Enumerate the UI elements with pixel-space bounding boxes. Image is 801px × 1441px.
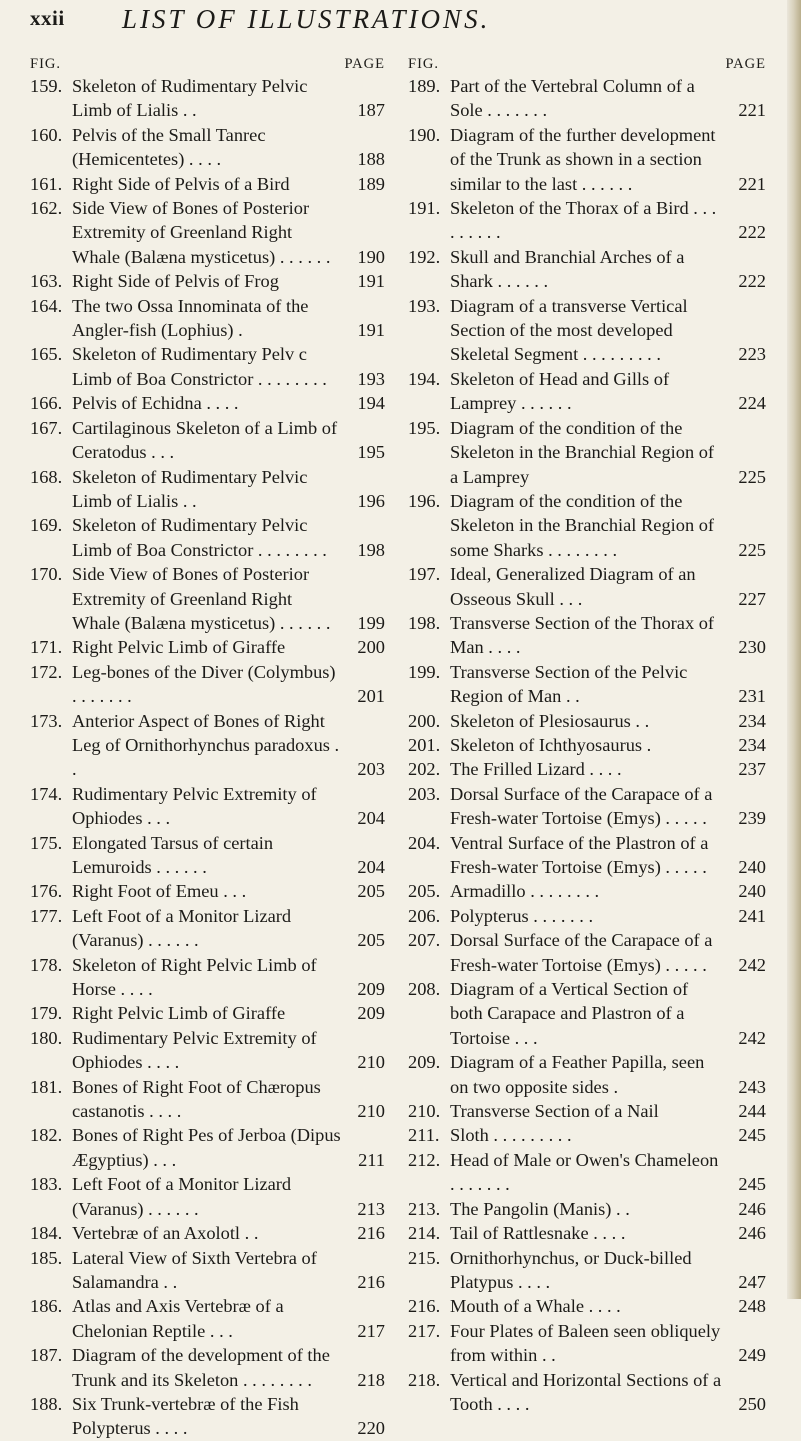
- page-reference: 216: [357, 1223, 385, 1244]
- figure-caption: Part of the Vertebral Column of a Sole . . . . . . .: [450, 76, 695, 121]
- figure-caption: Skull and Branchial Arches of a Shark . . . . . .: [450, 246, 685, 292]
- figure-number: 205.: [408, 881, 441, 902]
- column-right: [408, 50, 766, 1416]
- index-entry: [30, 74, 385, 123]
- page-reference: 204: [357, 857, 385, 877]
- page-reference: 191: [357, 320, 385, 341]
- index-entry: [30, 660, 385, 709]
- index-entry: [408, 1368, 766, 1417]
- figure-number: 175.: [30, 832, 63, 853]
- figure-caption: Rudimentary Pelvic Extremity of Ophiodes . . . .: [72, 1027, 317, 1073]
- page-reference: 203: [357, 759, 385, 780]
- index-entry: [30, 294, 385, 343]
- figure-number: 178.: [30, 954, 63, 975]
- running-title: LIST OF ILLUSTRATIONS.: [122, 4, 491, 34]
- figure-caption: Pelvis of the Small Tanrec (Hemicentetes) . . . .: [72, 124, 266, 170]
- page-reference: 230: [738, 637, 766, 658]
- index-entry: [30, 1001, 385, 1025]
- figure-caption: Bones of Right Foot of Chæropus castanotis . . . .: [72, 1076, 321, 1122]
- figure-caption: Head of Male or Owen's Chameleon . . . . . . .: [450, 1149, 719, 1195]
- figure-caption: Four Plates of Baleen seen obliquely from within . .: [450, 1320, 721, 1366]
- figure-number: 181.: [30, 1076, 63, 1097]
- figure-number: 177.: [30, 905, 63, 926]
- index-entry: [408, 782, 766, 831]
- index-entry: [30, 196, 385, 269]
- figure-number: 195.: [408, 417, 441, 438]
- figure-caption: Right Side of Pelvis of a Bird: [72, 173, 290, 194]
- figure-caption: Pelvis of Echidna . . . .: [72, 393, 239, 414]
- figure-caption: Vertical and Horizontal Sections of a Tooth . . . .: [450, 1369, 722, 1414]
- figure-number: 198.: [408, 612, 441, 633]
- index-entry: [408, 489, 766, 562]
- figure-caption: Tail of Rattlesnake . . . .: [450, 1223, 626, 1244]
- figure-caption: Cartilaginous Skeleton of a Limb of Ceratodus . . .: [72, 417, 338, 463]
- column-left: [30, 50, 385, 1441]
- page-reference: 205: [357, 930, 385, 951]
- figure-caption: Skeleton of Rudimentary Pelvic Limb of Lialis . .: [72, 76, 308, 121]
- index-entry: [30, 1392, 385, 1441]
- figure-caption: Right Foot of Emeu . . .: [72, 881, 247, 902]
- page-number: xxii: [30, 6, 65, 30]
- page-reference: 234: [738, 710, 766, 731]
- page-reference: 239: [738, 808, 766, 829]
- figure-number: 203.: [408, 783, 441, 804]
- figure-caption: Polypterus . . . . . . .: [450, 905, 594, 926]
- page-reference: 243: [738, 1076, 766, 1097]
- page-reference: 249: [738, 1345, 766, 1366]
- page-reference: 225: [738, 539, 766, 560]
- page-reference: 209: [357, 979, 385, 1000]
- page-label: PAGE: [725, 56, 766, 72]
- figure-caption: Transverse Section of a Nail: [450, 1101, 659, 1122]
- index-entry: [30, 513, 385, 562]
- page-reference: 191: [357, 271, 385, 292]
- figure-number: 187.: [30, 1345, 63, 1366]
- page-reference: 205: [357, 881, 385, 902]
- figure-caption: Right Side of Pelvis of Frog: [72, 271, 279, 292]
- figure-caption: Ornithorhynchus, or Duck-billed Platypus . . . .: [450, 1247, 692, 1292]
- figure-number: 216.: [408, 1296, 441, 1317]
- column-header: [30, 50, 385, 74]
- figure-caption: Transverse Section of the Thorax of Man . . . .: [450, 612, 715, 658]
- index-entry: [30, 1343, 385, 1392]
- figure-number: 166.: [30, 393, 63, 414]
- figure-caption: Skeleton of Rudimentary Pelvic Limb of Boa Constrictor . . . . . . . .: [72, 515, 327, 560]
- figure-caption: Sloth . . . . . . . . .: [450, 1125, 572, 1146]
- figure-number: 165.: [30, 344, 63, 365]
- index-entry: [408, 1221, 766, 1245]
- page-reference: 189: [357, 173, 385, 194]
- index-entry: [408, 879, 766, 903]
- index-entry: [30, 1172, 385, 1221]
- figure-number: 184.: [30, 1223, 63, 1244]
- figure-number: 186.: [30, 1296, 63, 1317]
- page-reference: 204: [357, 808, 385, 829]
- figure-number: 215.: [408, 1247, 441, 1268]
- figure-caption: Vertebræ of an Axolotl . .: [72, 1223, 259, 1244]
- page-reference: 222: [738, 271, 766, 292]
- page-reference: 234: [738, 734, 766, 755]
- figure-number: 206.: [408, 905, 441, 926]
- page-reference: 216: [357, 1271, 385, 1292]
- page-label: PAGE: [344, 56, 385, 72]
- figure-caption: Bones of Right Pes of Jerboa (Dipus Ægyptius) . . .: [72, 1125, 341, 1170]
- figure-caption: Right Pelvic Limb of Giraffe: [72, 637, 286, 658]
- figure-caption: Diagram of the further development of the Trunk as shown in a section similar to the last . . . . . .: [450, 124, 716, 194]
- figure-number: 170.: [30, 564, 63, 585]
- figure-caption: Left Foot of a Monitor Lizard (Varanus) . . . . . .: [72, 1174, 292, 1219]
- page-reference: 221: [738, 173, 766, 194]
- figure-number: 176.: [30, 881, 63, 902]
- figure-number: 163.: [30, 271, 63, 292]
- page-reference: 188: [357, 149, 385, 170]
- page-reference: 225: [738, 466, 766, 487]
- index-entry: [408, 611, 766, 660]
- figure-number: 210.: [408, 1101, 441, 1122]
- figure-caption: Anterior Aspect of Bones of Right Leg of Ornithorhynchus paradoxus . .: [72, 710, 340, 780]
- figure-caption: Right Pelvic Limb of Giraffe: [72, 1003, 286, 1024]
- figure-number: 213.: [408, 1198, 441, 1219]
- index-entry: [408, 1246, 766, 1295]
- figure-number: 196.: [408, 490, 441, 511]
- figure-number: 169.: [30, 515, 63, 536]
- index-entry: [408, 1294, 766, 1318]
- page-reference: 244: [738, 1101, 766, 1122]
- page-header: [0, 0, 801, 40]
- fig-label: FIG.: [408, 56, 439, 72]
- index-entry: [408, 562, 766, 611]
- figure-number: 207.: [408, 930, 441, 951]
- index-entry: [30, 391, 385, 415]
- figure-number: 185.: [30, 1247, 63, 1268]
- figure-caption: Leg-bones of the Diver (Colymbus) . . . . . . .: [72, 661, 336, 707]
- page-reference: 247: [738, 1271, 766, 1292]
- page-reference: 211: [358, 1149, 385, 1170]
- figure-number: 217.: [408, 1320, 441, 1341]
- figure-number: 188.: [30, 1393, 63, 1414]
- page-reference: 227: [738, 588, 766, 609]
- page-reference: 195: [357, 442, 385, 463]
- figure-caption: Skeleton of Rudimentary Pelv c Limb of Boa Constrictor . . . . . . . .: [72, 344, 327, 389]
- page-reference: 201: [357, 686, 385, 707]
- page-reference: 209: [357, 1003, 385, 1024]
- index-entry: [30, 416, 385, 465]
- figure-number: 179.: [30, 1003, 63, 1024]
- page-reference: 222: [738, 222, 766, 243]
- figure-caption: Skeleton of Ichthyosaurus .: [450, 734, 652, 755]
- page-reference: 245: [738, 1174, 766, 1195]
- index-entry: [408, 977, 766, 1050]
- index-entry: [30, 1026, 385, 1075]
- page-edge-shadow: [787, 0, 801, 1299]
- page-reference: 194: [357, 393, 385, 414]
- index-entry: [30, 123, 385, 172]
- index-entry: [30, 904, 385, 953]
- index-entry: [408, 294, 766, 367]
- figure-number: 172.: [30, 661, 63, 682]
- figure-number: 208.: [408, 979, 441, 1000]
- index-entry: [30, 1221, 385, 1245]
- index-entry: [30, 172, 385, 196]
- figure-caption: Dorsal Surface of the Carapace of a Fresh-water Tortoise (Emys) . . . . .: [450, 930, 713, 975]
- page-reference: 246: [738, 1223, 766, 1244]
- figure-caption: Diagram of the condition of the Skeleton in the Branchial Region of a Lamprey: [450, 417, 715, 487]
- page-reference: 193: [357, 368, 385, 389]
- figure-number: 212.: [408, 1149, 441, 1170]
- figure-number: 161.: [30, 173, 63, 194]
- page-reference: 210: [357, 1101, 385, 1122]
- column-header: [408, 50, 766, 74]
- index-entry: [408, 831, 766, 880]
- index-entry: [408, 74, 766, 123]
- page-reference: 246: [738, 1198, 766, 1219]
- figure-number: 192.: [408, 246, 441, 267]
- figure-caption: Diagram of the development of the Trunk and its Skeleton . . . . . . . .: [72, 1345, 330, 1390]
- page-reference: 213: [357, 1198, 385, 1219]
- page-reference: 190: [357, 246, 385, 267]
- figure-number: 211.: [408, 1125, 440, 1146]
- figure-caption: Skeleton of Rudimentary Pelvic Limb of Lialis . .: [72, 466, 308, 511]
- figure-caption: Diagram of a transverse Vertical Section of the most developed Skeletal Segment . . . . . . . . .: [450, 295, 688, 365]
- index-entry: [408, 1319, 766, 1368]
- page-reference: 200: [357, 637, 385, 658]
- index-entry: [408, 904, 766, 928]
- index-entry: [30, 1294, 385, 1343]
- figure-caption: Skeleton of the Thorax of a Bird . . . . . . . . .: [450, 198, 717, 243]
- page-reference: 199: [357, 612, 385, 633]
- index-entry: [30, 635, 385, 659]
- page-reference: 210: [357, 1052, 385, 1073]
- index-entry: [408, 245, 766, 294]
- index-entry: [30, 562, 385, 635]
- figure-caption: Six Trunk-vertebræ of the Fish Polypterus . . . .: [72, 1393, 299, 1439]
- figure-caption: Skeleton of Plesiosaurus . .: [450, 710, 650, 731]
- index-entry: [408, 1099, 766, 1123]
- figure-caption: Left Foot of a Monitor Lizard (Varanus) . . . . . .: [72, 905, 292, 951]
- figure-number: 164.: [30, 295, 63, 316]
- figure-caption: The two Ossa Innominata of the Angler-fish (Lophius) .: [72, 295, 309, 341]
- index-entry: [30, 1246, 385, 1295]
- page-reference: 196: [357, 490, 385, 511]
- index-entry: [408, 709, 766, 733]
- figure-caption: Skeleton of Right Pelvic Limb of Horse . . . .: [72, 954, 317, 1000]
- index-entry: [30, 465, 385, 514]
- figure-number: 160.: [30, 124, 63, 145]
- index-entry: [408, 416, 766, 489]
- index-entry: [30, 1123, 385, 1172]
- index-entry: [30, 831, 385, 880]
- figure-number: 197.: [408, 564, 441, 585]
- figure-number: 199.: [408, 661, 441, 682]
- figure-number: 182.: [30, 1125, 63, 1146]
- figure-caption: Lateral View of Sixth Vertebra of Salamandra . .: [72, 1247, 317, 1292]
- page-reference: 250: [738, 1393, 766, 1414]
- figure-number: 200.: [408, 710, 441, 731]
- fig-label: FIG.: [30, 56, 61, 72]
- page-reference: 242: [738, 1027, 766, 1048]
- figure-number: 159.: [30, 76, 63, 96]
- index-entry: [408, 196, 766, 245]
- figure-number: 190.: [408, 124, 441, 145]
- page-reference: 217: [357, 1320, 385, 1341]
- index-entry: [408, 1123, 766, 1147]
- figure-number: 214.: [408, 1223, 441, 1244]
- index-entry: [30, 1075, 385, 1124]
- index-entry: [408, 123, 766, 196]
- figure-number: 174.: [30, 783, 63, 804]
- page-reference: 237: [738, 759, 766, 780]
- figure-caption: Side View of Bones of Posterior Extremity of Greenland Right Whale (Balæna mysticetus) . . . . . .: [72, 198, 331, 267]
- figure-number: 173.: [30, 710, 63, 731]
- figure-caption: Side View of Bones of Posterior Extremity of Greenland Right Whale (Balæna mysticetus) . . . . . .: [72, 564, 331, 633]
- figure-number: 201.: [408, 734, 441, 755]
- figure-caption: Armadillo . . . . . . . .: [450, 881, 600, 902]
- index-entry: [30, 953, 385, 1002]
- figure-number: 209.: [408, 1052, 441, 1073]
- figure-caption: Diagram of the condition of the Skeleton in the Branchial Region of some Sharks . . . . . . . .: [450, 490, 715, 560]
- page-reference: 241: [738, 905, 766, 926]
- entry-list: [30, 74, 385, 1441]
- page-reference: 240: [738, 857, 766, 877]
- entry-list: [408, 74, 766, 1416]
- page-reference: 187: [357, 100, 385, 121]
- figure-number: 180.: [30, 1027, 63, 1048]
- index-entry: [408, 660, 766, 709]
- index-entry: [408, 733, 766, 757]
- index-entry: [408, 367, 766, 416]
- page-reference: 221: [738, 100, 766, 121]
- figure-number: 167.: [30, 417, 63, 438]
- figure-caption: Mouth of a Whale . . . .: [450, 1296, 621, 1317]
- figure-caption: The Frilled Lizard . . . .: [450, 759, 622, 780]
- figure-number: 189.: [408, 76, 441, 96]
- figure-number: 204.: [408, 832, 441, 853]
- figure-caption: Atlas and Axis Vertebræ of a Chelonian Reptile . . .: [72, 1296, 284, 1341]
- page-reference: 231: [738, 686, 766, 707]
- index-entry: [30, 342, 385, 391]
- figure-caption: Ideal, Generalized Diagram of an Osseous Skull . . .: [450, 564, 696, 609]
- index-entry: [30, 879, 385, 903]
- figure-number: 194.: [408, 368, 441, 389]
- index-entry: [30, 709, 385, 782]
- page-reference: 224: [738, 393, 766, 414]
- page-reference: 198: [357, 539, 385, 560]
- figure-caption: The Pangolin (Manis) . .: [450, 1198, 630, 1219]
- figure-caption: Rudimentary Pelvic Extremity of Ophiodes . . .: [72, 783, 317, 829]
- figure-number: 183.: [30, 1174, 63, 1195]
- figure-caption: Elongated Tarsus of certain Lemuroids . . . . . .: [72, 832, 274, 877]
- index-entry: [408, 1197, 766, 1221]
- figure-caption: Diagram of a Feather Papilla, seen on two opposite sides .: [450, 1052, 705, 1097]
- index-entry: [408, 757, 766, 781]
- page-reference: 240: [738, 881, 766, 902]
- index-entry: [30, 269, 385, 293]
- figure-caption: Dorsal Surface of the Carapace of a Fresh-water Tortoise (Emys) . . . . .: [450, 783, 713, 829]
- figure-number: 171.: [30, 637, 63, 658]
- index-entry: [408, 928, 766, 977]
- figure-number: 168.: [30, 466, 63, 487]
- figure-number: 202.: [408, 759, 441, 780]
- page-reference: 242: [738, 954, 766, 975]
- page-reference: 223: [738, 344, 766, 365]
- figure-caption: Transverse Section of the Pelvic Region of Man . .: [450, 661, 688, 707]
- index-entry: [30, 782, 385, 831]
- page-reference: 220: [357, 1418, 385, 1439]
- figure-number: 162.: [30, 198, 63, 219]
- figure-number: 191.: [408, 198, 441, 219]
- figure-caption: Skeleton of Head and Gills of Lamprey . . . . . .: [450, 368, 670, 414]
- page-reference: 218: [357, 1369, 385, 1390]
- page-reference: 245: [738, 1125, 766, 1146]
- figure-caption: Diagram of a Vertical Section of both Carapace and Plastron of a Tortoise . . .: [450, 979, 689, 1048]
- figure-number: 193.: [408, 295, 441, 316]
- figure-number: 218.: [408, 1369, 441, 1390]
- index-entry: [408, 1050, 766, 1099]
- page-reference: 248: [738, 1296, 766, 1317]
- index-entry: [408, 1148, 766, 1197]
- figure-caption: Ventral Surface of the Plastron of a Fresh-water Tortoise (Emys) . . . . .: [450, 832, 709, 877]
